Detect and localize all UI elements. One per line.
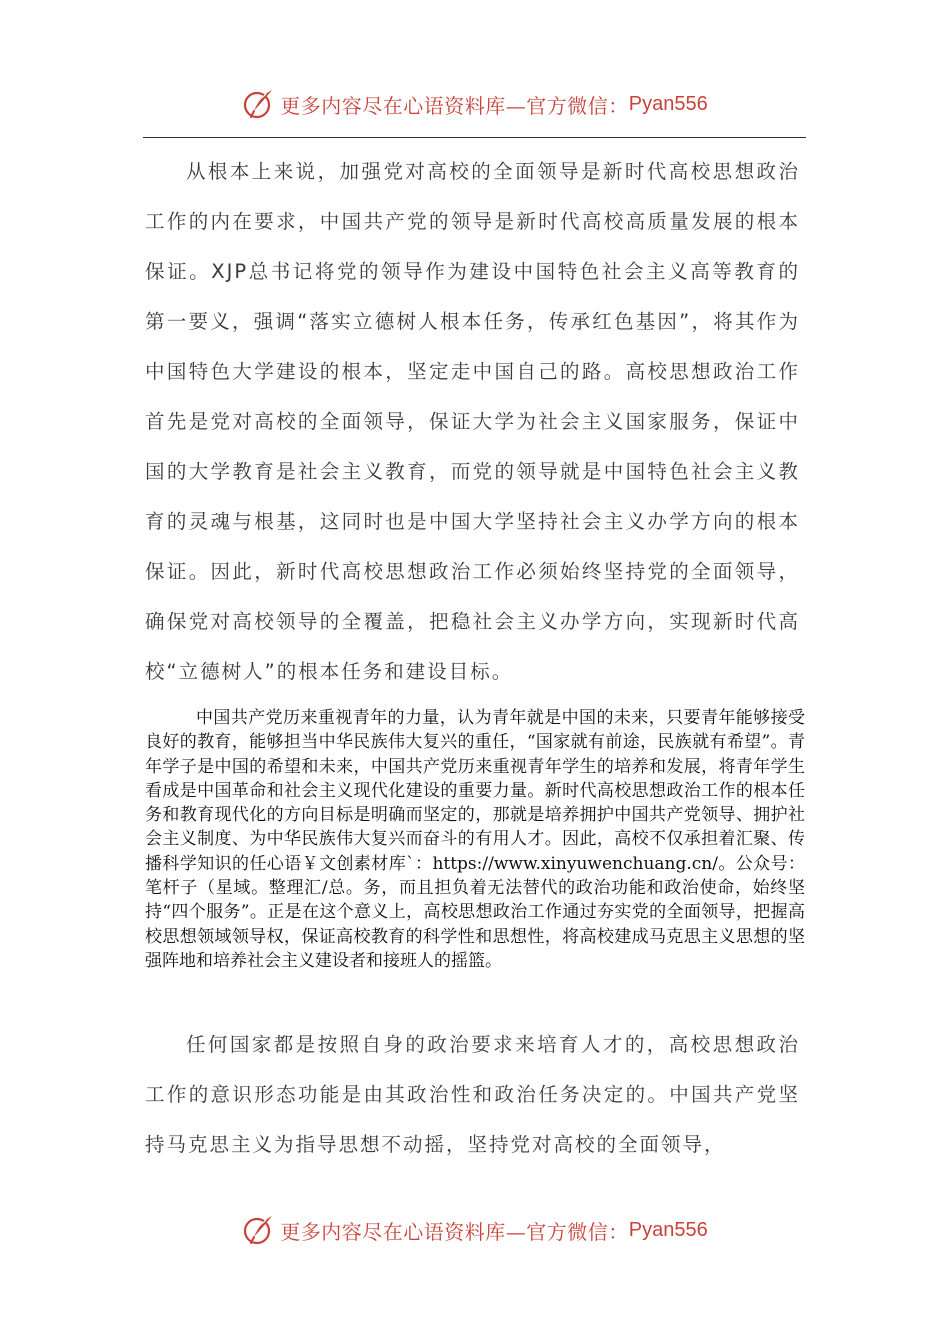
body-paragraph-2: 中国共产党历来重视青年的力量，认为青年就是中国的未来，只要青年能够接受良好的教育，能够担当中华民族伟大复兴的重任，“国家就有前途，民族就有希望”。青年学子是中国的希望和未来，中国共产党历来重视青年学生的培养和发展，将青年学生看成是中国革命和社会主义现代化建设的重要力量。新时代高校思想政治工作的根本任务和教育现代化的方向目标是明确而坚定的，那就是培养拥护中国共产党领导、拥护社会主义制度、为中华民族伟大复兴而奋斗的有用人才。因此，高校不仅承担着汇聚、传播科学知识的任心语￥文创素材库`：https://www.xinyuwenchuang.cn/。公众号：笔杆子（星域。整理汇/总。务，而且担负着无法替代的政治功能和政治使命，始终坚持“四个服务”。正是在这个意义上，高校思想政治工作通过夯实党的全面领导，把握高校思想领域领导权，保证高校教育的科学性和思想性，将高校建成马克思主义思想的坚强阵地和培养社会主义建设者和接班人的摇篮。 [145,708,805,971]
header-banner-text: 更多内容尽在心语资料库—官方微信： [280,93,629,118]
quill-pen-logo-icon [242,1213,276,1247]
body-paragraph-1: 从根本上来说，加强党对高校的全面领导是新时代高校思想政治工作的内在要求，中国共产党的领导是新时代高校高质量发展的根本保证。XJP总书记将党的领导作为建设中国特色社会主义高等教育的第一要义，强调“落实立德树人根本任务，传承红色基因”，将其作为中国特色大学建设的根本，坚定走中国自己的路。高校思想政治工作首先是党对高校的全面领导，保证大学为社会主义国家服务，保证中国的大学教育是社会主义教育，而党的领导就是中国特色社会主义教育的灵魂与根基，这同时也是中国大学坚持社会主义办学方向的根本保证。因此，新时代高校思想政治工作必须始终坚持党的全面领导，确保党对高校领导的全覆盖，把稳社会主义办学方向，实现新时代高校“立德树人”的根本任务和建设目标。 [145,160,800,683]
header-banner [0,84,950,124]
footer-banner [0,1210,950,1250]
quill-pen-logo-icon [242,87,276,121]
footer-wechat-handle: Pyan556 [628,1218,708,1241]
footer-banner-text: 更多内容尽在心语资料库—官方微信： [280,1219,629,1244]
body-paragraph-3: 任何国家都是按照自身的政治要求来培育人才的，高校思想政治工作的意识形态功能是由其政治性和政治任务决定的。中国共产党坚持马克思主义为指导思想不动摇，坚持党对高校的全面领导， [145,1033,800,1156]
header-wechat-handle: Pyan556 [628,92,708,115]
header-divider [143,137,806,138]
